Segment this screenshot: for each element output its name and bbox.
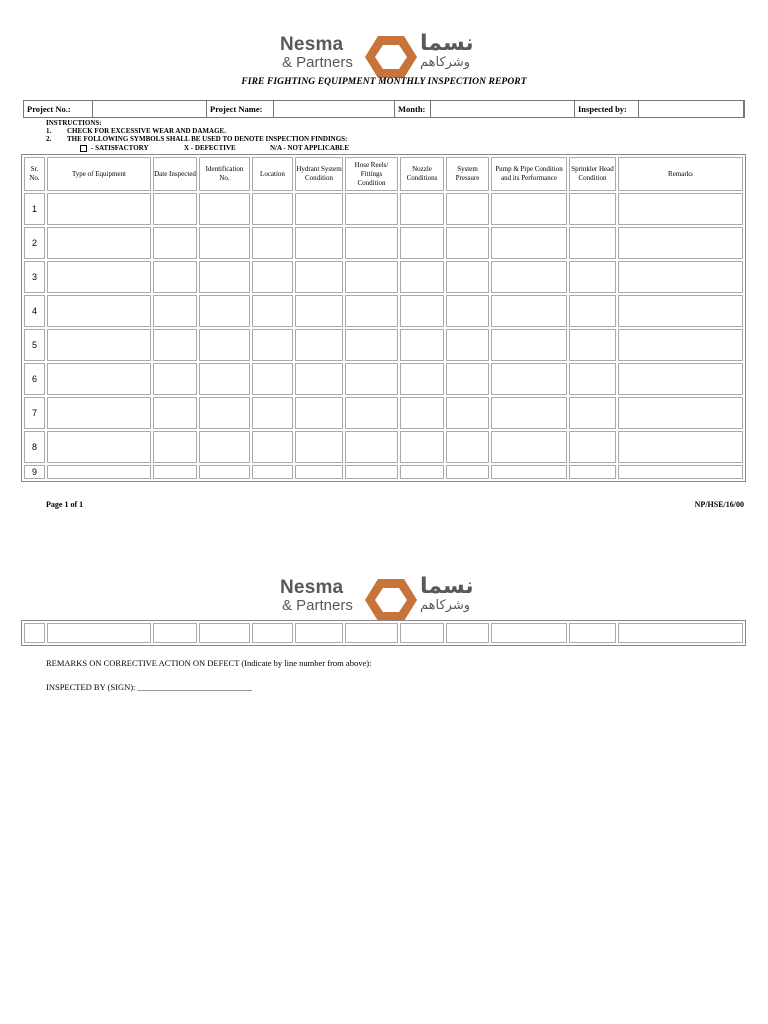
table-cell[interactable] [199,295,250,327]
table-cell[interactable] [569,193,616,225]
table-cell[interactable] [446,431,489,463]
table-cell[interactable] [446,363,489,395]
table-cell[interactable] [153,465,197,479]
table-cell[interactable] [47,193,151,225]
inspection-table [21,154,746,482]
column-header: Hose Reels/ Fittings Condition [345,157,398,191]
table-cell[interactable] [153,397,197,429]
table-cell[interactable] [345,261,398,293]
table-row [24,227,743,259]
table-cell[interactable] [446,295,489,327]
report-title: FIRE FIGHTING EQUIPMENT MONTHLY INSPECTION REPORT [241,77,527,87]
table-cell[interactable] [491,261,567,293]
table-cell[interactable] [569,397,616,429]
table-row [24,465,743,479]
logo-subtext-en: & Partners [282,54,353,71]
instruction-number-2: 2. [46,135,52,143]
table-cell[interactable] [345,193,398,225]
logo-subtext-en: & Partners [282,597,353,614]
table-cell[interactable] [618,363,743,395]
table-cell[interactable] [345,329,398,361]
table-row [24,397,743,429]
table-cell[interactable] [400,329,444,361]
table-cell[interactable] [618,227,743,259]
table-cell[interactable] [295,397,343,429]
column-header: Identification No. [199,157,250,191]
table-cell[interactable] [47,465,151,479]
table-cell[interactable] [618,329,743,361]
table-cell[interactable] [47,363,151,395]
table-cell[interactable] [446,397,489,429]
continuation-table [21,620,746,646]
table-cell[interactable] [153,329,197,361]
table-cell[interactable] [199,193,250,225]
table-cell[interactable] [569,295,616,327]
table-cell[interactable] [47,623,151,643]
table-cell[interactable] [618,397,743,429]
inspected-by-label: Inspected by: [578,104,627,114]
table-cell[interactable] [252,397,293,429]
table-header-row [24,157,743,191]
table-cell[interactable] [345,431,398,463]
table-cell[interactable] [446,227,489,259]
symbol-not-applicable: N/A - NOT APPLICABLE [270,144,350,152]
table-cell[interactable] [252,623,293,643]
column-header: System Pressure [446,157,489,191]
table-cell[interactable] [491,193,567,225]
instruction-1: CHECK FOR EXCESSIVE WEAR AND DAMAGE. [67,127,226,135]
table-cell[interactable] [345,397,398,429]
row-number: 8 [24,431,45,463]
table-cell[interactable] [491,465,567,479]
table-cell[interactable] [295,465,343,479]
table-row [24,431,743,463]
inspector-signature-line[interactable]: INSPECTED BY (SIGN): ___________________________ [46,682,253,692]
row-number: 3 [24,261,45,293]
table-cell[interactable] [569,227,616,259]
symbol-defective: X - DEFECTIVE [184,144,236,152]
table-cell[interactable] [199,623,250,643]
row-number: 5 [24,329,45,361]
table-cell[interactable] [47,431,151,463]
table-cell[interactable] [47,329,151,361]
table-cell[interactable] [491,397,567,429]
project-no-label: Project No.: [27,104,71,114]
table-cell[interactable] [47,397,151,429]
table-cell[interactable] [618,193,743,225]
table-cell[interactable] [153,193,197,225]
page-number: Page 1 of 1 [46,500,84,509]
logo-subtext-ar: وشركاهم [420,55,471,70]
table-cell[interactable] [569,329,616,361]
logo-text-ar: نسما [420,574,474,599]
table-cell[interactable] [199,465,250,479]
table-cell[interactable] [199,363,250,395]
inspected-by-field[interactable] [638,101,744,117]
table-cell[interactable] [153,295,197,327]
header-fields [23,100,745,118]
table-cell[interactable] [199,329,250,361]
table-cell[interactable] [295,295,343,327]
table-cell[interactable] [491,431,567,463]
column-header: Pump & Pipe Condition and its Performance [491,157,567,191]
table-row [24,193,743,225]
table-cell[interactable] [569,623,616,643]
table-cell[interactable] [345,227,398,259]
table-cell[interactable] [252,261,293,293]
table-cell[interactable] [295,261,343,293]
table-cell[interactable] [400,431,444,463]
table-cell[interactable] [446,193,489,225]
table-cell[interactable] [252,227,293,259]
table-cell[interactable] [446,261,489,293]
table-cell[interactable] [491,295,567,327]
table-cell[interactable] [446,329,489,361]
column-header: Date Inspected [153,157,197,191]
company-logo [278,31,498,80]
logo-text-en: Nesma [280,34,344,55]
table-cell[interactable] [153,623,197,643]
row-number: 7 [24,397,45,429]
table-cell[interactable] [252,329,293,361]
table-cell[interactable] [400,193,444,225]
table-cell[interactable] [400,295,444,327]
table-cell[interactable] [491,363,567,395]
table-cell[interactable] [252,295,293,327]
row-number: 6 [24,363,45,395]
column-header: Nozzle Conditions [400,157,444,191]
table-cell[interactable] [569,363,616,395]
logo-text-ar: نسما [420,31,474,56]
hexagon-logo-icon [364,34,418,80]
table-cell[interactable] [153,227,197,259]
table-cell[interactable] [47,227,151,259]
row-number: 9 [24,465,45,479]
table-row [24,329,743,361]
table-cell[interactable] [345,363,398,395]
hexagon-logo-icon [364,577,418,623]
table-cell[interactable] [252,465,293,479]
table-cell[interactable] [47,261,151,293]
checkbox-icon [80,145,87,152]
table-cell[interactable] [618,261,743,293]
corrective-action-remarks: REMARKS ON CORRECTIVE ACTION ON DEFECT (Indicate by line number from above): [46,658,372,668]
symbol-satisfactory: - SATISFACTORY [80,144,149,152]
column-header: Type of Equipment [47,157,151,191]
table-cell[interactable] [345,295,398,327]
project-no-field[interactable] [92,101,207,117]
table-cell[interactable] [199,397,250,429]
table-cell[interactable] [295,329,343,361]
column-header: Sprinkler Head Condition [569,157,616,191]
table-cell[interactable] [569,431,616,463]
table-cell[interactable] [295,193,343,225]
table-cell[interactable] [400,261,444,293]
table-cell[interactable] [199,261,250,293]
row-number: 1 [24,193,45,225]
table-cell[interactable] [400,363,444,395]
logo-subtext-ar: وشركاهم [420,598,471,613]
column-header: Sr. No. [24,157,45,191]
row-number: 2 [24,227,45,259]
table-cell[interactable] [569,261,616,293]
table-cell[interactable] [569,465,616,479]
instructions-heading: INSTRUCTIONS: [46,119,102,127]
table-cell[interactable] [491,623,567,643]
table-cell[interactable] [153,363,197,395]
instruction-number-1: 1. [46,127,52,135]
month-field[interactable] [430,101,575,117]
table-cell[interactable] [295,431,343,463]
table-cell[interactable] [153,431,197,463]
table-cell[interactable] [491,329,567,361]
table-cell[interactable] [199,431,250,463]
project-name-label: Project Name: [210,104,263,114]
table-cell[interactable] [400,465,444,479]
table-row [24,363,743,395]
table-cell[interactable] [252,363,293,395]
table-row [24,261,743,293]
table-cell[interactable] [618,295,743,327]
table-cell[interactable] [199,227,250,259]
document-code: NP/HSE/16/00 [694,500,744,509]
table-cell[interactable] [491,227,567,259]
table-cell[interactable] [400,227,444,259]
logo-text-en: Nesma [280,577,344,598]
table-cell[interactable] [345,465,398,479]
column-header: Location [252,157,293,191]
table-cell[interactable] [24,623,45,643]
table-cell[interactable] [446,623,489,643]
column-header: Hydrant System Condition [295,157,343,191]
company-logo-repeat [278,574,498,623]
project-name-field[interactable] [273,101,395,117]
table-cell[interactable] [295,363,343,395]
column-header: Remarks [618,157,743,191]
table-row [24,295,743,327]
table-cell[interactable] [618,431,743,463]
table-cell[interactable] [446,465,489,479]
table-cell[interactable] [618,623,743,643]
table-cell[interactable] [345,623,398,643]
table-cell[interactable] [252,193,293,225]
table-cell[interactable] [618,465,743,479]
table-row [24,623,743,643]
month-label: Month: [398,104,426,114]
instruction-2: THE FOLLOWING SYMBOLS SHALL BE USED TO DENOTE INSPECTION FINDINGS: [67,135,348,143]
table-cell[interactable] [400,397,444,429]
table-cell[interactable] [295,623,343,643]
row-number: 4 [24,295,45,327]
table-cell[interactable] [295,227,343,259]
table-cell[interactable] [400,623,444,643]
table-cell[interactable] [153,261,197,293]
table-cell[interactable] [47,295,151,327]
table-cell[interactable] [252,431,293,463]
